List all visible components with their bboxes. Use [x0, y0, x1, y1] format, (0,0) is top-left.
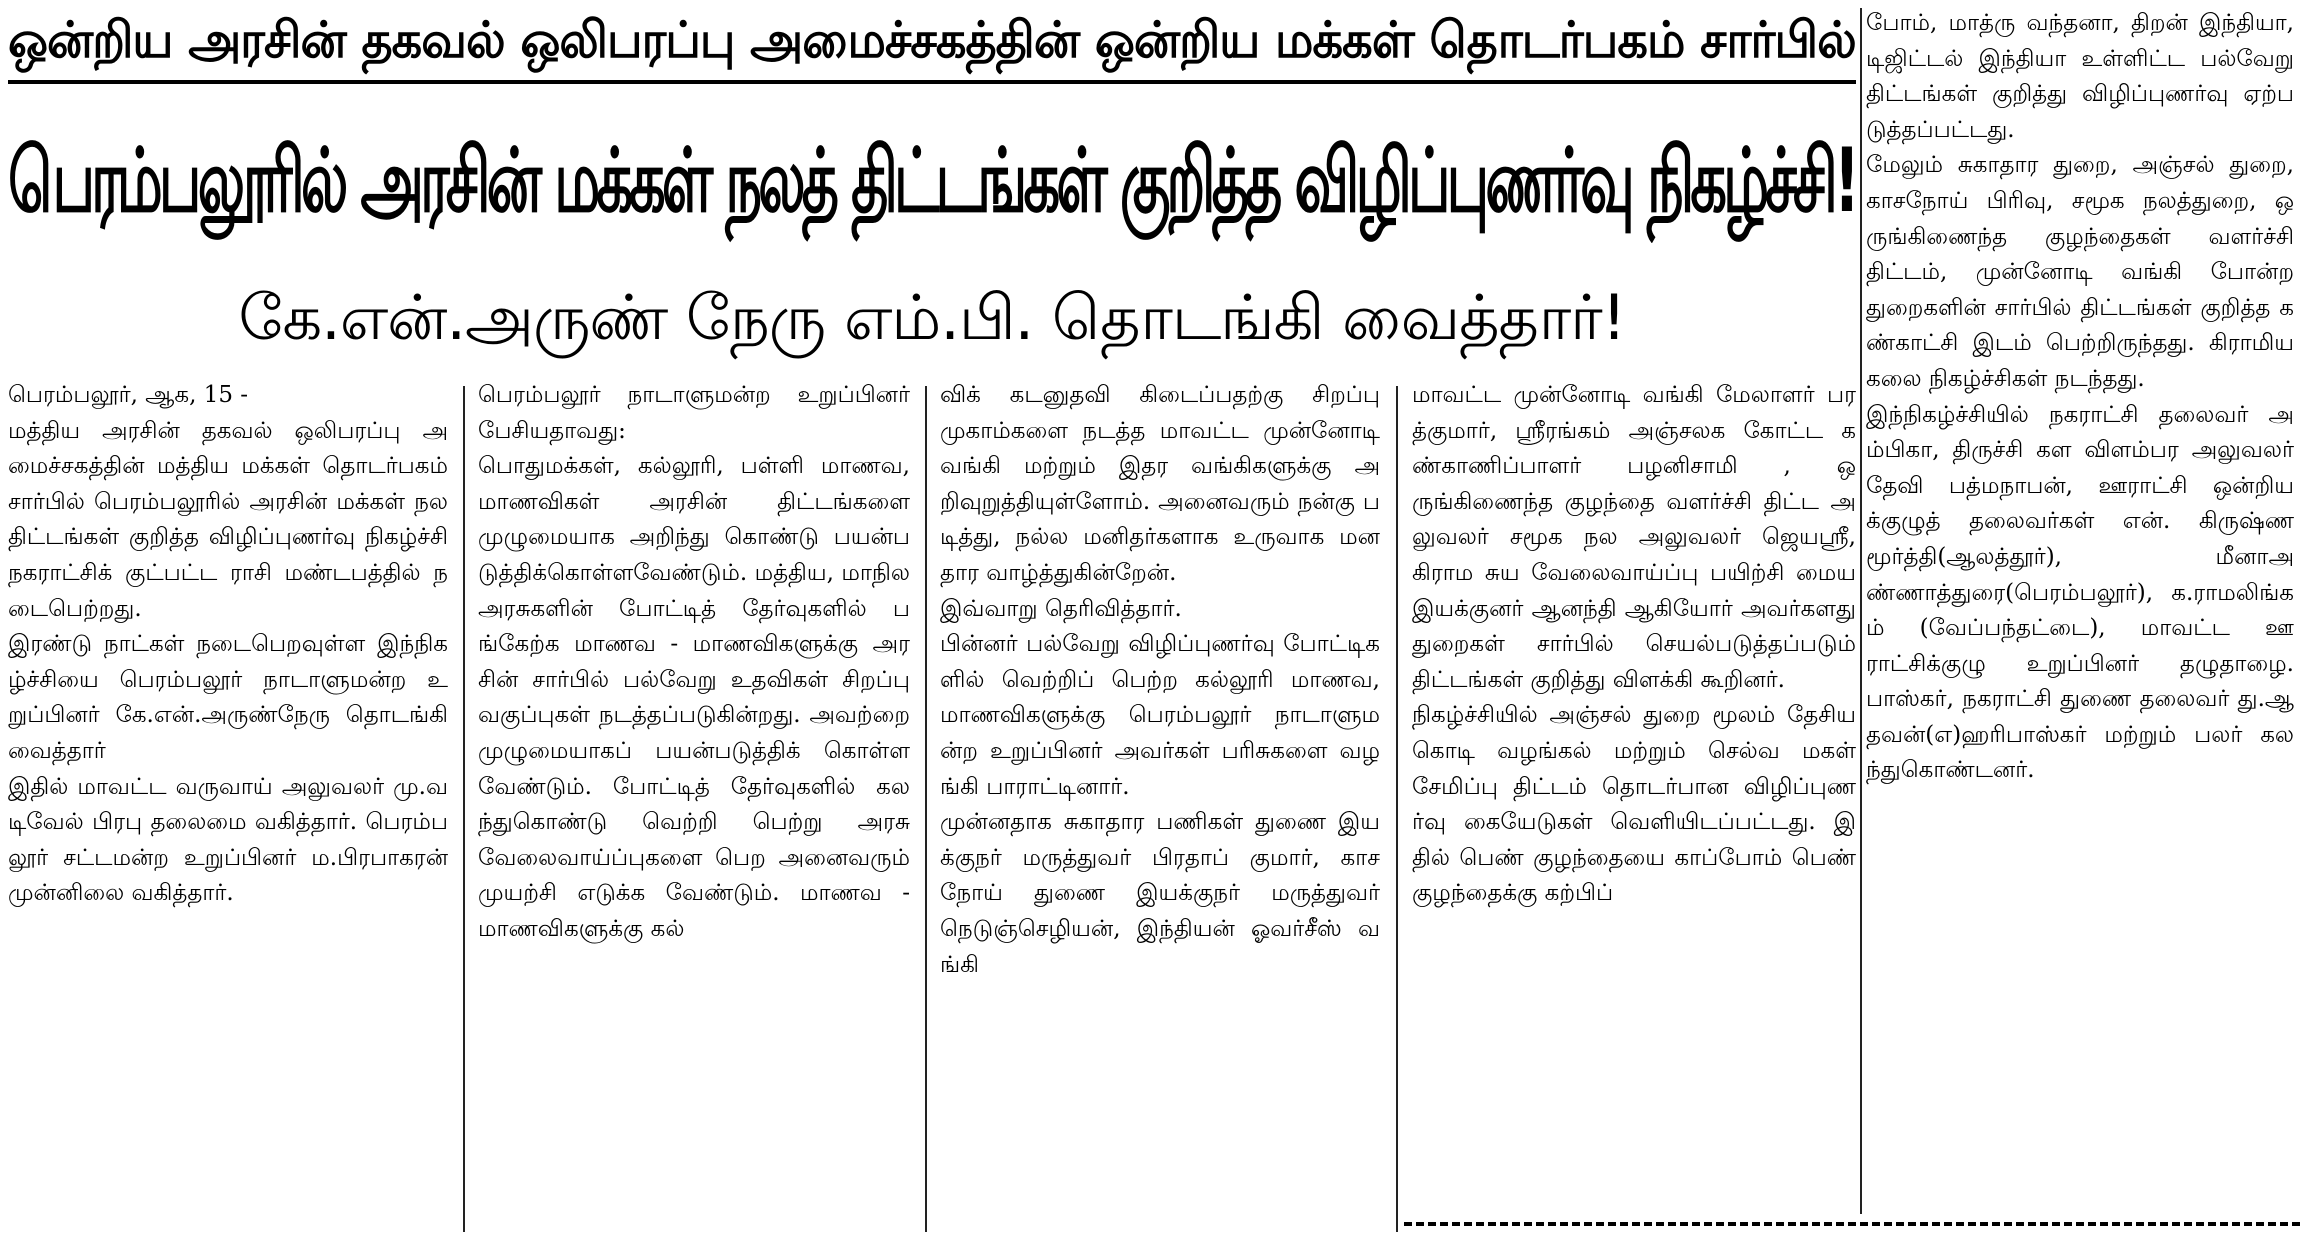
- headline: பெரம்பலூரில் அரசின் மக்கள் நலத் திட்டங்கள் குறித்த விழிப்புணர்வு நிகழ்ச்சி!: [8, 129, 1856, 232]
- subheadline: கே.என்.அருண் நேரு எம்.பி. தொடங்கி வைத்தார்!: [238, 281, 1626, 354]
- column-divider-3: [1396, 386, 1398, 1232]
- bottom-dashed-rule: [1404, 1222, 2300, 1226]
- top-rule: [8, 80, 1856, 84]
- column-divider-2: [925, 386, 927, 1232]
- article-column-3: விக் கடனுதவி கிடைப்பதற்கு சிறப்பு முகாம்களை நடத்த மாவட்ட முன்னோடி வங்கி மற்றும் இதர வங்கிகளுக்கு அறிவுறுத்தியுள்ளோம். அனைவரும் நன்கு படித்து, நல்ல மனிதர்களாக உருவாக மனதார வாழ்த்துகின்றேன். இவ்வாறு தெரிவித்தார். பின்னர் பல்வேறு விழிப்புணர்வு போட்டிகளில் வெற்றிப் பெற்ற கல்லூரி மாணவ, மாணவிகளுக்கு பெரம்பலூர் நாடாளுமன்ற உறுப்பினர் அவர்கள் பரிசுகளை வழங்கி பாராட்டினார். முன்னதாக சுகாதார பணிகள் துணை இயக்குநர் மருத்துவர் பிரதாப் குமார், காசநோய் துணை இயக்குநர் மருத்துவர் நெடுஞ்செழியன், இந்தியன் ஓவர்சீஸ் வங்கி: [940, 382, 1380, 978]
- article-column-5: போம், மாத்ரு வந்தனா, திறன் இந்தியா, டிஜிட்டல் இந்தியா உள்ளிட்ட பல்வேறு திட்டங்கள் குறித்து விழிப்புணர்வு ஏற்படுத்தப்பட்டது. மேலும் சுகாதார துறை, அஞ்சல் துறை, காசநோய் பிரிவு, சமூக நலத்துறை, ஒருங்கிணைந்த குழந்தைகள் வளர்ச்சி திட்டம், முன்னோடி வங்கி போன்ற துறைகளின் சார்பில் திட்டங்கள் குறித்த கண்காட்சி இடம் பெற்றிருந்தது. கிராமிய கலை நிகழ்ச்சிகள் நடந்தது. இந்நிகழ்ச்சியில் நகராட்சி தலைவர் அம்பிகா, திருச்சி கள விளம்பர அலுவலர் தேவி பத்மநாபன், ஊராட்சி ஒன்றியக்குழுத் தலைவர்கள் என். கிருஷ்ணமூர்த்தி(ஆலத்தூர்), மீனாஅண்ணாத்துரை(பெரம்பலூர்), க.ராமலிங்கம் (வேப்பந்தட்டை), மாவட்ட ஊராட்சிக்குழு உறுப்பினர் தழுதாழை.பாஸ்கர், நகராட்சி துணை தலைவர் து.ஆதவன்(எ)ஹரிபாஸ்கர் மற்றும் பலர் கலந்துகொண்டனர்.: [1866, 10, 2294, 784]
- column-divider-4: [1860, 8, 1862, 1214]
- column-divider-1: [463, 386, 465, 1232]
- kicker-line: ஒன்றிய அரசின் தகவல் ஒலிபரப்பு அமைச்சகத்தின் ஒன்றிய மக்கள் தொடர்பகம் சார்பில்: [8, 11, 1856, 69]
- article-column-4: மாவட்ட முன்னோடி வங்கி மேலாளர் பரத்குமார், ஸ்ரீரங்கம் அஞ்சலக கோட்ட கண்காணிப்பாளர் பழனிசாமி , ஒருங்கிணைந்த குழந்தை வளர்ச்சி திட்ட அலுவலர் சமூக நல அலுவலர் ஜெயஸ்ரீ, கிராம சுய வேலைவாய்ப்பு பயிற்சி மைய இயக்குனர் ஆனந்தி ஆகியோர் அவர்களது துறைகள் சார்பில் செயல்படுத்தப்படும் திட்டங்கள் குறித்து விளக்கி கூறினர். நிகழ்ச்சியில் அஞ்சல் துறை மூலம் தேசிய கொடி வழங்கல் மற்றும் செல்வ மகள் சேமிப்பு திட்டம் தொடர்பான விழிப்புணர்வு கையேடுகள் வெளியிடப்பட்டது. இதில் பெண் குழந்தையை காப்போம் பெண் குழந்தைக்கு கற்பிப்: [1412, 382, 1856, 907]
- article-column-2: பெரம்பலூர் நாடாளுமன்ற உறுப்பினர் பேசியதாவது: பொதுமக்கள், கல்லூரி, பள்ளி மாணவ, மாணவிகள் அரசின் திட்டங்களை முழுமையாக அறிந்து கொண்டு பயன்படுத்திக்கொள்ளவேண்டும். மத்திய, மாநில அரசுகளின் போட்டித் தேர்வுகளில் பங்கேற்க மாணவ - மாணவிகளுக்கு அரசின் சார்பில் பல்வேறு உதவிகள் சிறப்பு வகுப்புகள் நடத்தப்படுகின்றது. அவற்றை முழுமையாகப் பயன்படுத்திக் கொள்ள வேண்டும். போட்டித் தேர்வுகளில் கலந்துகொண்டு வெற்றி பெற்று அரசு வேலைவாய்ப்புகளை பெற அனைவரும் முயற்சி எடுக்க வேண்டும். மாணவ - மாணவிகளுக்கு கல்: [478, 382, 910, 942]
- article-column-1: பெரம்பலூர், ஆக, 15 - மத்திய அரசின் தகவல் ஒலிபரப்பு அமைச்சகத்தின் மத்திய மக்கள் தொடர்பகம் சார்பில் பெரம்பலூரில் அரசின் மக்கள் நல திட்டங்கள் குறித்த விழிப்புணர்வு நிகழ்ச்சி நகராட்சிக் குட்பட்ட ராசி மண்டபத்தில் நடைபெற்றது. இரண்டு நாட்கள் நடைபெறவுள்ள இந்நிகழ்ச்சியை பெரம்பலூர் நாடாளுமன்ற உறுப்பினர் கே.என்.அருண்நேரு தொடங்கி வைத்தார் இதில் மாவட்ட வருவாய் அலுவலர் மு.வடிவேல் பிரபு தலைமை வகித்தார். பெரம்பலூர் சட்டமன்ற உறுப்பினர் ம.பிரபாகரன் முன்னிலை வகித்தார்.: [8, 382, 448, 907]
